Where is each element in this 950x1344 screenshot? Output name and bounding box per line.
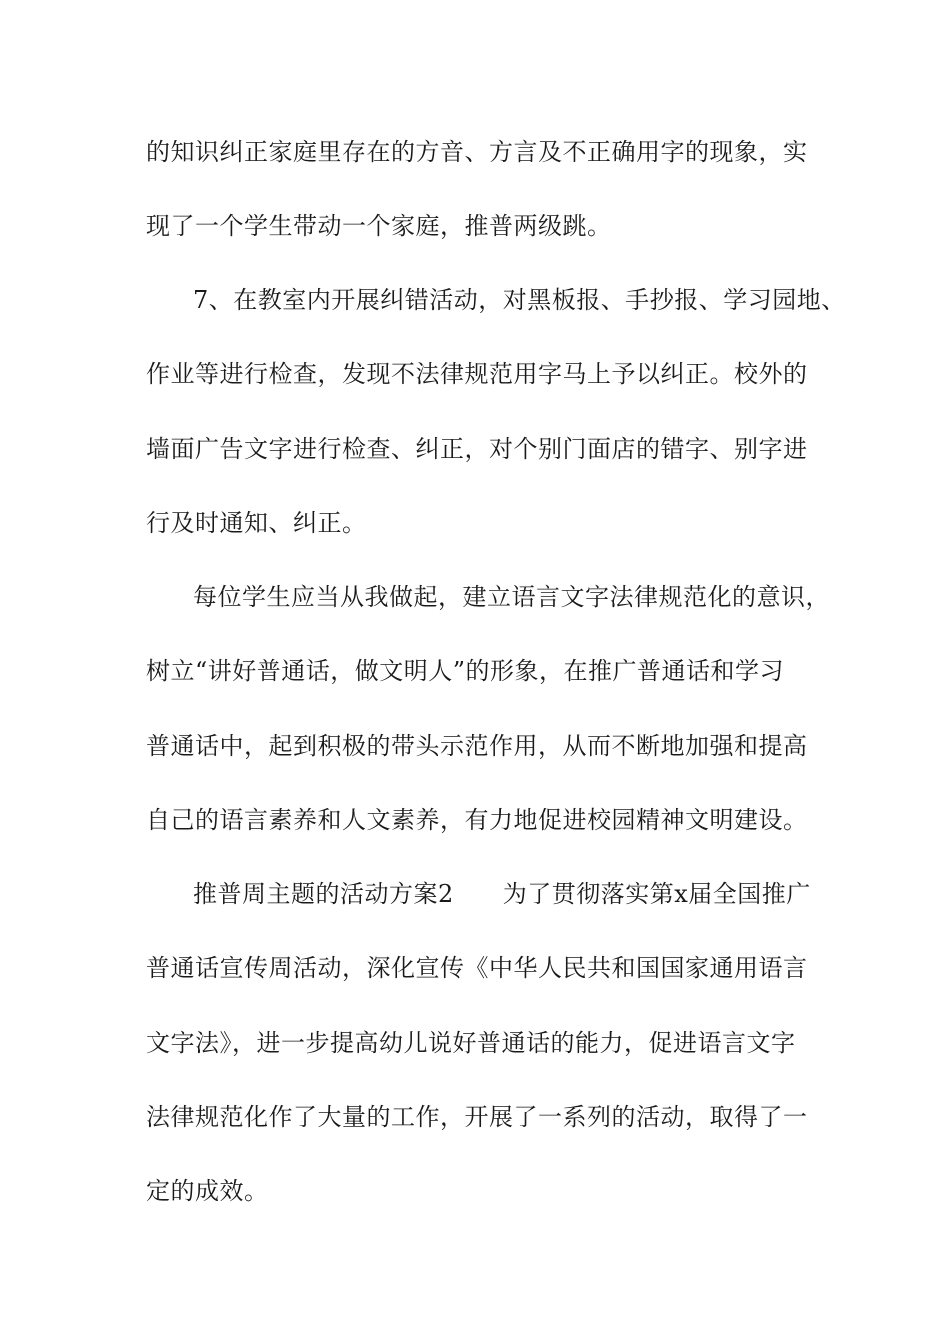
text-line: 文字法》，进一步提高幼儿说好普通话的能力，促进语言文字	[146, 1029, 796, 1057]
text-line: 作业等进行检查，发现不法律规范用字马上予以纠正。校外的	[146, 360, 808, 388]
text-line: 现了一个学生带动一个家庭，推普两级跳。	[146, 212, 612, 240]
text-line: 普通话中，起到积极的带头示范作用，从而不断地加强和提高	[146, 732, 808, 760]
text-line: 树立“讲好普通话，做文明人”的形象，在推广普通话和学习	[146, 657, 785, 685]
text-line: 自己的语言素养和人文素养，有力地促进校园精神文明建设。	[146, 806, 808, 834]
text-line: 墙面广告文字进行检查、纠正，对个别门面店的错字、别字进	[146, 435, 808, 463]
text-line: 每位学生应当从我做起，建立语言文字法律规范化的意识，	[193, 583, 830, 611]
text-line: 的知识纠正家庭里存在的方音、方言及不正确用字的现象，实	[146, 138, 808, 166]
text-line: 普通话宣传周活动，深化宣传《中华人民共和国国家通用语言	[146, 954, 808, 982]
text-line: 定的成效。	[146, 1177, 269, 1205]
text-line: 行及时通知、纠正。	[146, 509, 367, 537]
text-line: 7、在教室内开展纠错活动，对黑板报、手抄报、学习园地、	[193, 286, 846, 314]
text-line: 法律规范化作了大量的工作，开展了一系列的活动，取得了一	[146, 1103, 808, 1131]
section-heading-line: 推普周主题的活动方案2 为了贯彻落实第x届全国推广	[193, 880, 811, 908]
